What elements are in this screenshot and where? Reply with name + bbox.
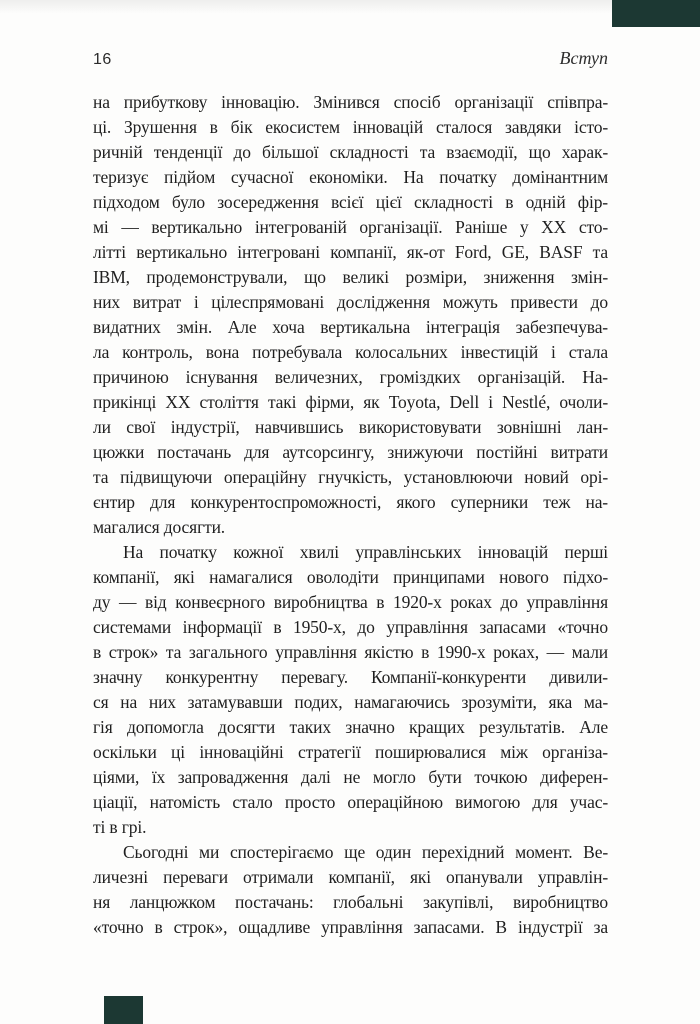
text-line: «точно в строк», ощадливе управління запасами. В індустрії за xyxy=(93,917,608,937)
text-line: причиною існування величезних, громіздких організацій. На- xyxy=(93,367,608,387)
text-line: та підвищуючи операційну гнучкість, установлюючи новий орі- xyxy=(93,467,608,487)
text-line: IBM, продемонстрували, що великі розміри, зниження змін- xyxy=(93,267,608,287)
text-line: на прибуткову інновацію. Змінився спосіб організації співпра- xyxy=(93,92,608,112)
text-line: На початку кожної хвилі управлінських інновацій перші xyxy=(123,542,608,562)
overlay-block-top-right xyxy=(612,0,700,27)
text-line: компанії, які намагалися оволодіти принципами нового підхо- xyxy=(93,567,608,587)
text-line: ці. Зрушення в бік екосистем інновацій сталося завдяки істо- xyxy=(93,117,608,137)
text-line: мі — вертикально інтегрованій організації. Раніше у ХХ сто- xyxy=(93,217,608,237)
text-line: видатних змін. Але хоча вертикальна інтеграція забезпечува- xyxy=(93,317,608,337)
paragraph xyxy=(93,90,608,540)
text-line: системами інформації в 1950-х, до управління запасами «точно xyxy=(93,617,608,637)
body-text xyxy=(93,90,608,940)
text-line: літті вертикально інтегровані компанії, як-от Ford, GE, BASF та xyxy=(93,242,608,262)
text-line: Сьогодні ми спостерігаємо ще один перехідний момент. Ве- xyxy=(123,842,608,862)
text-line: ли свої індустрії, навчившись використовувати зовнішні лан- xyxy=(93,417,608,437)
text-line: них витрат і цілеспрямовані дослідження можуть привести до xyxy=(93,292,608,312)
text-line: в строк» та загального управління якістю в 1990-х роках, — мали xyxy=(93,642,608,662)
text-line: оскільки ці інноваційні стратегії поширювалися між організа- xyxy=(93,742,608,762)
page-number: 16 xyxy=(93,51,112,68)
text-line: єнтир для конкурентоспроможності, якого суперники теж на- xyxy=(93,492,608,512)
text-line: теризує підйом сучасної економіки. На початку домінантним xyxy=(93,167,608,187)
overlay-block-bottom xyxy=(104,996,143,1024)
text-line: ду — від конвеєрного виробництва в 1920-х роках до управління xyxy=(93,592,608,612)
text-line: ричній тенденції до більшої складності та взаємодії, що харак- xyxy=(93,142,608,162)
scan-edge-shading xyxy=(0,0,700,14)
text-line: цюжки постачань для аутсорсингу, знижуючи постійні витрати xyxy=(93,442,608,462)
running-header-chapter: Вступ xyxy=(559,48,608,68)
text-line: значну конкурентну перевагу. Компанії-конкуренти дивили- xyxy=(93,667,608,687)
text-line: ціації, натомість стало просто операційною вимогою для учас- xyxy=(93,792,608,812)
text-line: підходом було зосередження всієї цієї складності в одній фір- xyxy=(93,192,608,212)
text-line: ціями, їх запровадження далі не могло бути точкою диферен- xyxy=(93,767,608,787)
paragraph xyxy=(93,540,608,840)
text-line: ла контроль, вона потребувала колосальних інвестицій і стала xyxy=(93,342,608,362)
text-line: прикінці ХХ століття такі фірми, як Toyota, Dell і Nestlé, очоли- xyxy=(93,392,608,412)
text-line: ті в грі. xyxy=(93,817,147,837)
text-line: ся на них затамувавши подих, намагаючись зрозуміти, яка ма- xyxy=(93,692,608,712)
text-line: ня ланцюжком постачань: глобальні закупівлі, виробництво xyxy=(93,892,608,912)
text-line: личезні переваги отримали компанії, які опанували управлін- xyxy=(93,867,608,887)
text-line: магалися досягти. xyxy=(93,517,226,537)
text-line: гія допомогла досягти таких значно кращих результатів. Але xyxy=(93,717,608,737)
page-header xyxy=(93,48,608,69)
paragraph xyxy=(93,840,608,940)
